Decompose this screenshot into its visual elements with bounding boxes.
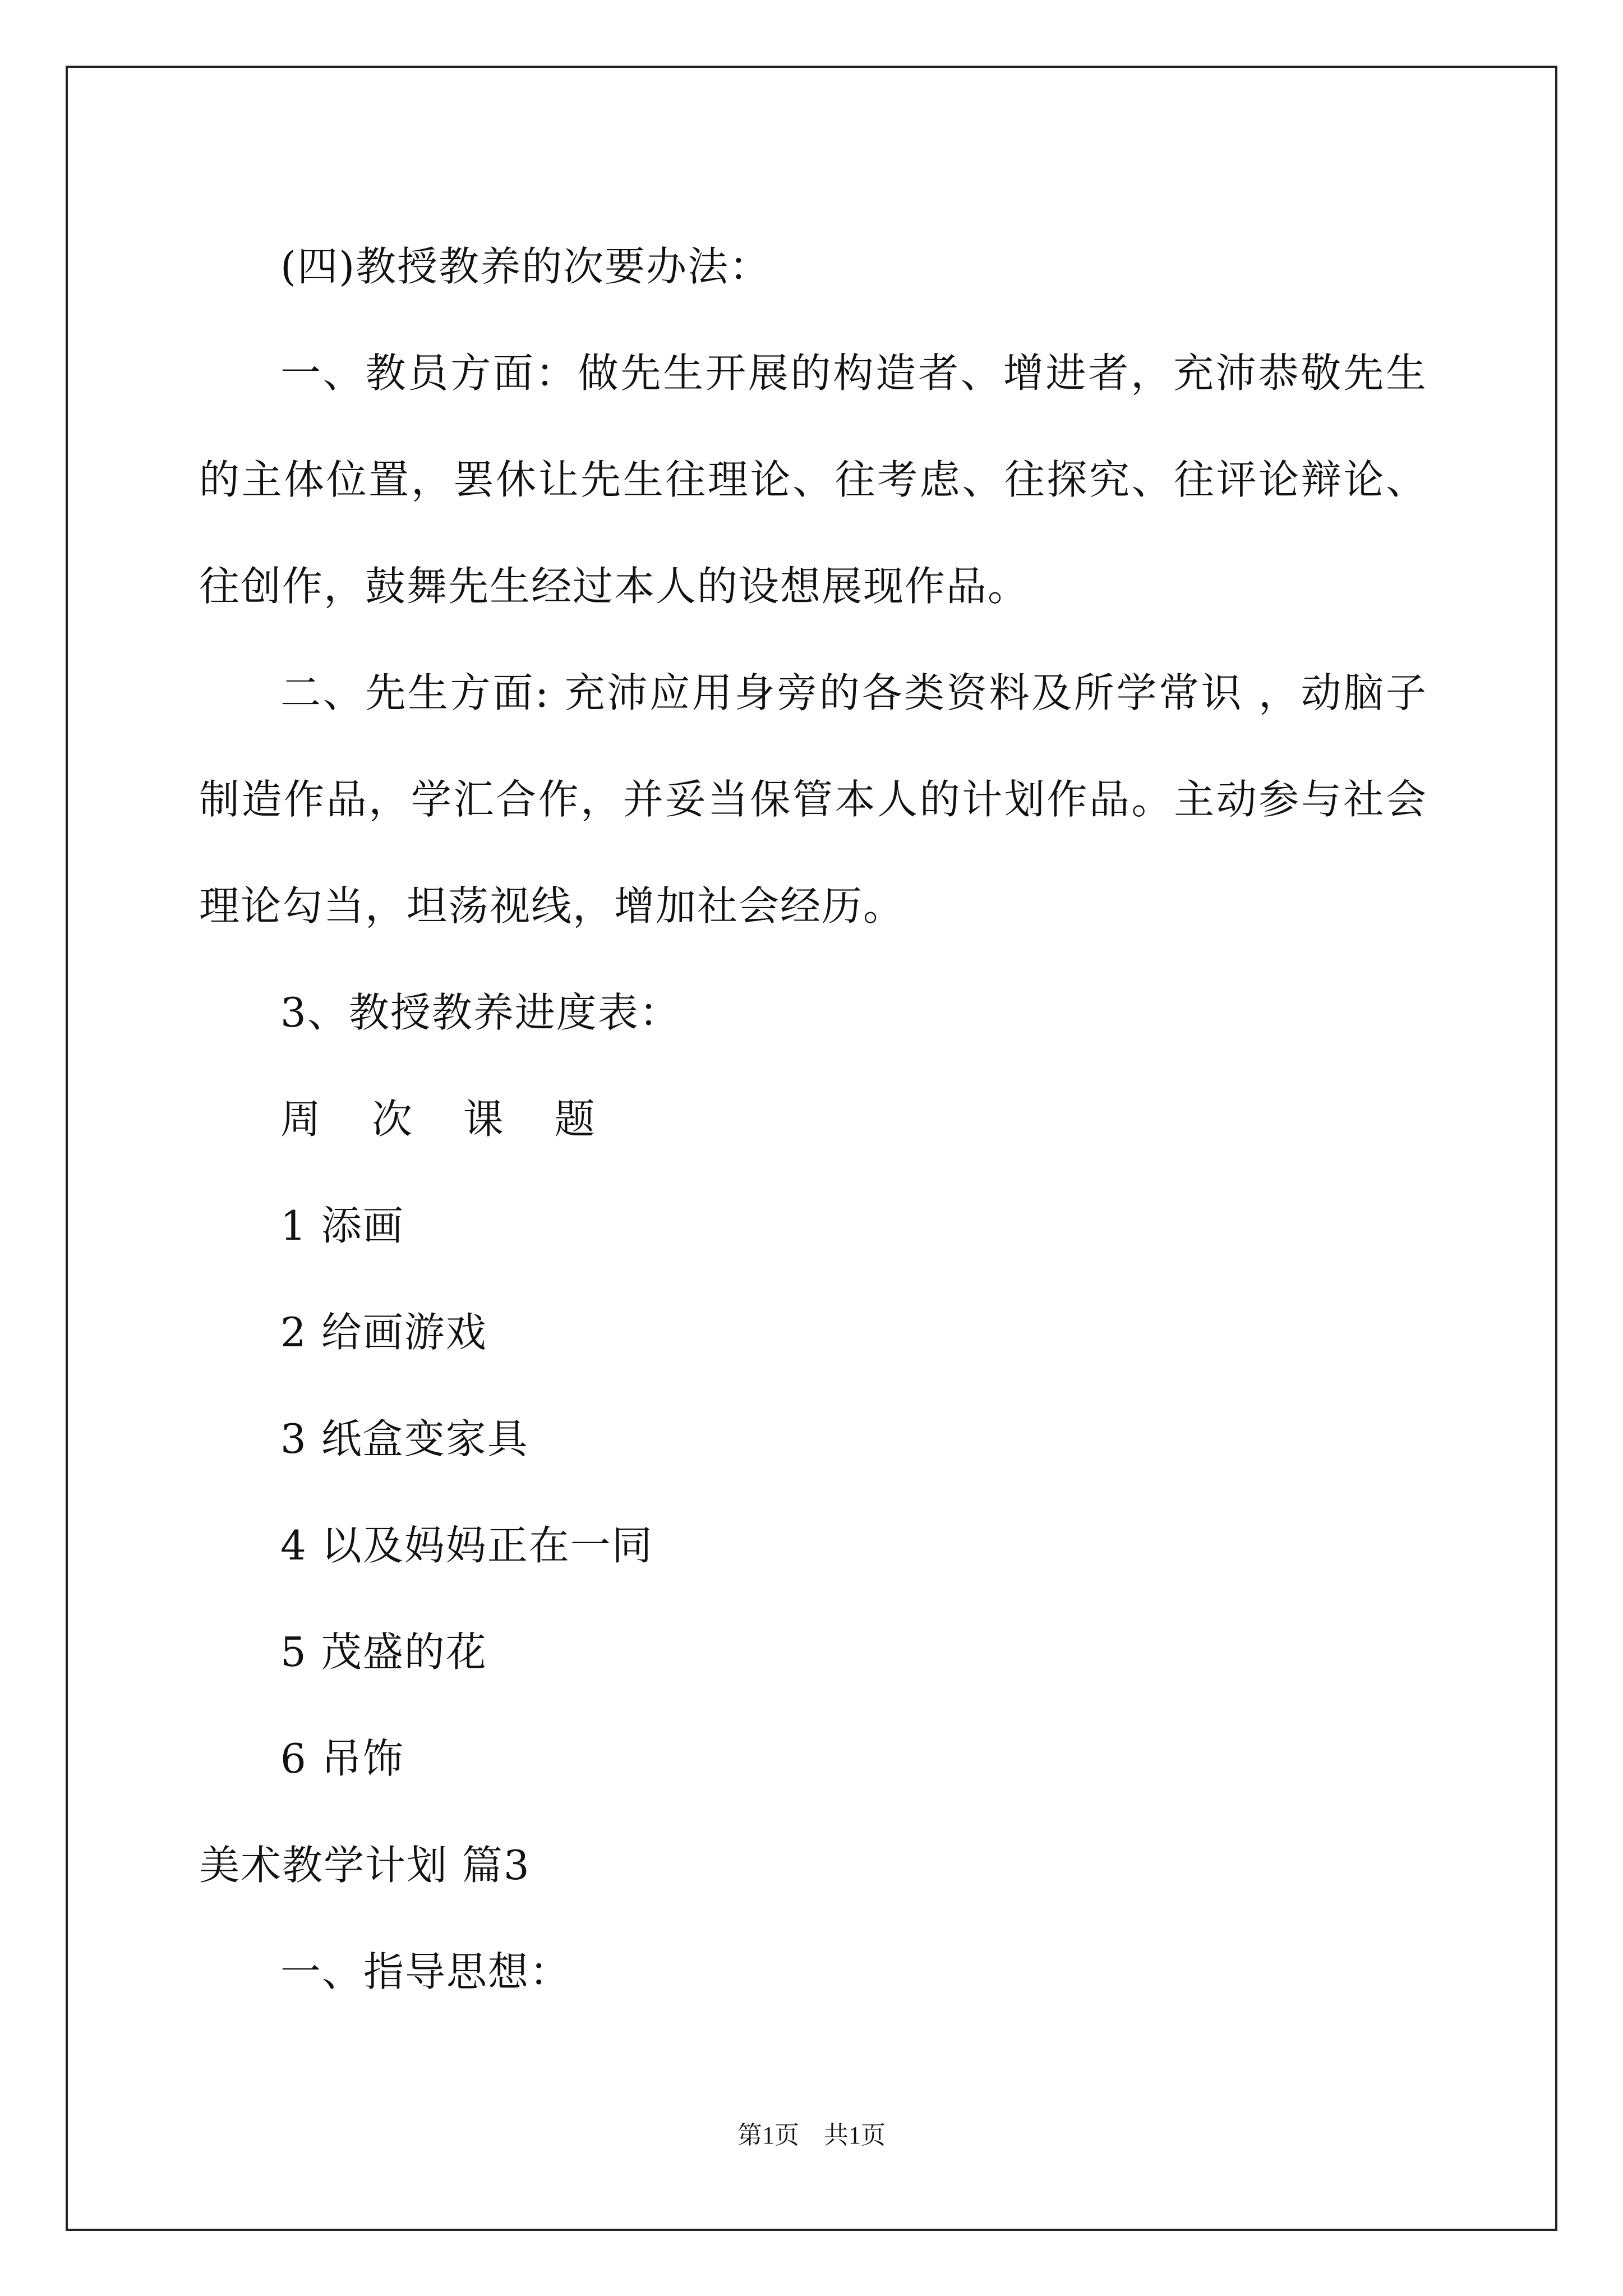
section-title: 美术教学计划 篇3 bbox=[199, 1842, 531, 1889]
paragraph-methods-heading: (四)教授教养的次要办法： bbox=[280, 243, 771, 290]
paragraph-schedule-heading: 3、教授教养进度表： bbox=[280, 989, 681, 1036]
schedule-item: 1 添画 bbox=[280, 1202, 404, 1249]
paragraph-student: 二、先生方面: 充沛应用身旁的各类资料及所学常识 ，动脑子制造作品，学汇合作，并妥当保管本人的计划作品。主动参与社会理论勾当，坦荡视线，增加社会经历。 bbox=[199, 669, 1427, 930]
schedule-item: 3 纸盒变家具 bbox=[280, 1415, 529, 1462]
document-body bbox=[199, 213, 1427, 2025]
schedule-item: 5 茂盛的花 bbox=[280, 1628, 487, 1676]
schedule-item: 4 以及妈妈正在一同 bbox=[280, 1522, 653, 1569]
schedule-item: 6 吊饰 bbox=[280, 1735, 404, 1782]
paragraph-teacher: 一、教员方面：做先生开展的构造者、增进者，充沛恭敬先生的主体位置，罢休让先生往理论、往考虑、往探究、往评论辩论、往创作，鼓舞先生经过本人的设想展现作品。 bbox=[199, 349, 1427, 610]
page-footer: 第1页 共1页 bbox=[737, 2122, 886, 2149]
section-first-line: 一、指导思想： bbox=[280, 1948, 571, 1995]
schedule-item: 2 给画游戏 bbox=[280, 1309, 487, 1356]
schedule-header: 周 次 课 题 bbox=[280, 1096, 614, 1143]
